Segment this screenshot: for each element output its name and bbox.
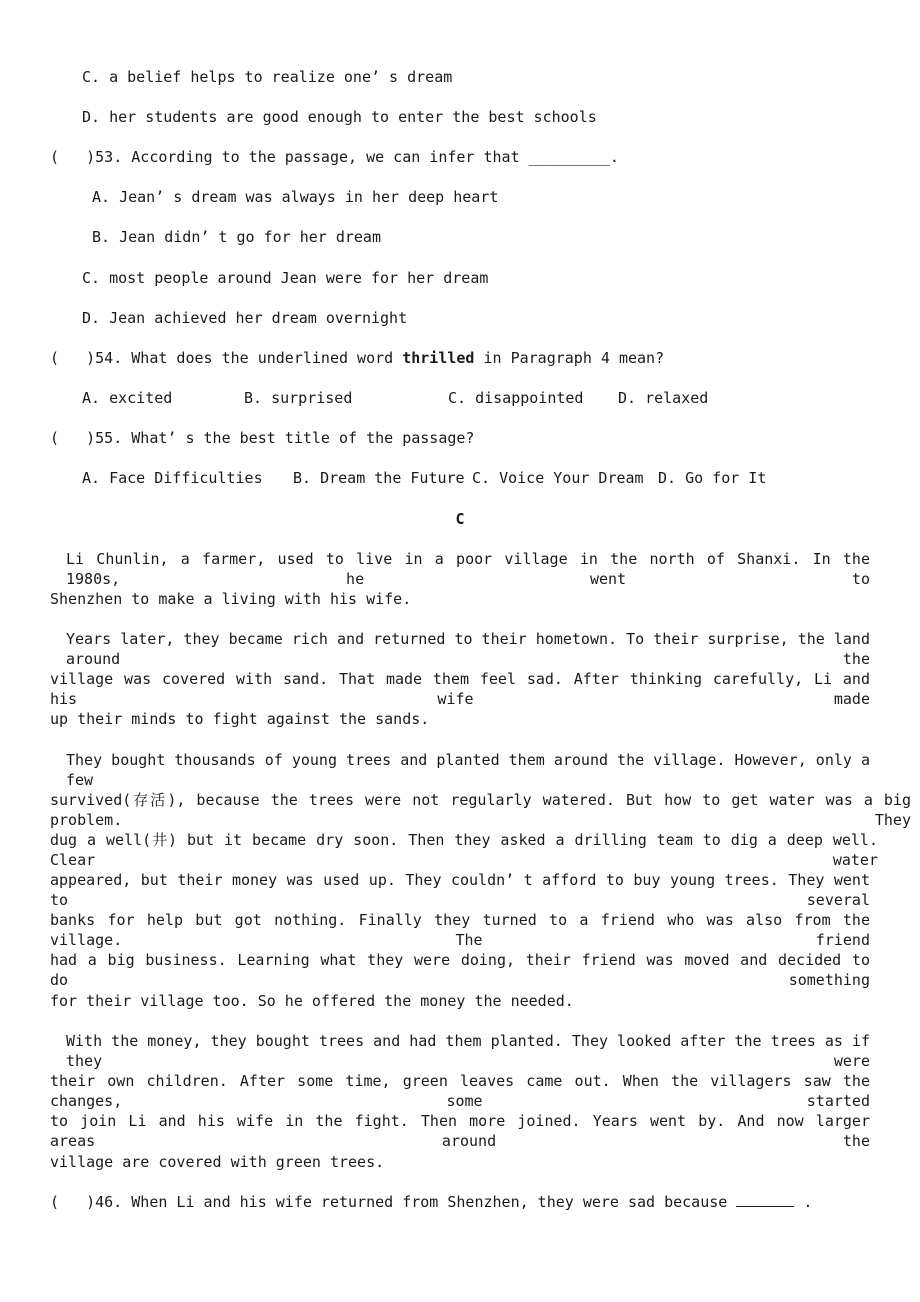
- q53-option-a: A. Jean’ s dream was always in her deep heart: [92, 188, 499, 206]
- question-53: [50, 147, 619, 167]
- underlined-word: thrilled: [402, 349, 475, 367]
- q54-option-d: D. relaxed: [618, 389, 709, 407]
- passage-line: appeared, but their money was used up. They couldn’ t afford to buy young trees. They went to several: [50, 871, 870, 909]
- q55-option-b: B. Dream the Future: [293, 469, 465, 487]
- passage-line: to join Li and his wife in the fight. Then more joined. Years went by. And now larger areas around the: [50, 1112, 870, 1150]
- question-stem: 46. When Li and his wife returned from Shenzhen, they were sad because: [95, 1193, 737, 1211]
- answer-paren: ( ): [50, 429, 96, 447]
- passage-line: survived(存活), because the trees were not regularly watered. But how to get water was a big problem. They: [50, 791, 911, 829]
- section-heading: C: [455, 510, 465, 528]
- q55-option-c: C. Voice Your Dream: [472, 469, 644, 487]
- q53-option-d: D. Jean achieved her dream overnight: [82, 309, 408, 327]
- passage-line: their own children. After some time, green leaves came out. When the villagers saw the changes, some started: [50, 1072, 870, 1110]
- passage-line: for their village too. So he offered the money the needed.: [50, 992, 574, 1010]
- q52-option-c: C. a belief helps to realize one’ s dream: [82, 68, 453, 86]
- question-46: [50, 1192, 812, 1212]
- answer-blank: [736, 1192, 794, 1207]
- passage-line: Shenzhen to make a living with his wife.: [50, 590, 412, 608]
- answer-paren: ( ): [50, 148, 96, 166]
- passage-line: had a big business. Learning what they were doing, their friend was moved and decided to do something: [50, 951, 870, 989]
- question-55: [50, 428, 474, 448]
- answer-paren: ( ): [50, 1193, 96, 1211]
- q54-option-b: B. surprised: [244, 389, 353, 407]
- question-stem: 53. According to the passage, we can infer that _________.: [95, 148, 619, 166]
- passage-line: banks for help but got nothing. Finally they turned to a friend who was also from the village. The friend: [50, 911, 870, 949]
- question-stem-end: in Paragraph 4 mean?: [474, 349, 665, 367]
- question-stem-end: .: [794, 1193, 813, 1211]
- q53-option-b: B. Jean didn’ t go for her dream: [92, 228, 381, 246]
- passage-line: village was covered with sand. That made them feel sad. After thinking carefully, Li and his wife made: [50, 670, 870, 708]
- passage-line: village are covered with green trees.: [50, 1153, 385, 1171]
- passage-line: They bought thousands of young trees and planted them around the village. However, only a few: [66, 751, 870, 789]
- passage-line: up their minds to fight against the sands.: [50, 710, 430, 728]
- passage-line: Li Chunlin, a farmer, used to live in a poor village in the north of Shanxi. In the 1980s, he went to: [66, 550, 870, 588]
- passage-line: Years later, they became rich and returned to their hometown. To their surprise, the land around the: [66, 630, 870, 668]
- answer-paren: ( ): [50, 349, 96, 367]
- q54-option-c: C. disappointed: [448, 389, 584, 407]
- q52-option-d: D. her students are good enough to enter the best schools: [82, 108, 597, 126]
- q55-option-d: D. Go for It: [658, 469, 767, 487]
- question-54: [50, 348, 664, 368]
- passage-line: dug a well(井) but it became dry soon. Then they asked a drilling team to dig a deep well. Clear water: [50, 831, 878, 869]
- q54-option-a: A. excited: [82, 389, 173, 407]
- question-stem: 55. What’ s the best title of the passage?: [95, 429, 475, 447]
- passage-line: With the money, they bought trees and had them planted. They looked after the trees as if they were: [66, 1032, 870, 1070]
- q55-option-a: A. Face Difficulties: [82, 469, 263, 487]
- question-stem: 54. What does the underlined word: [95, 349, 403, 367]
- q53-option-c: C. most people around Jean were for her dream: [82, 269, 489, 287]
